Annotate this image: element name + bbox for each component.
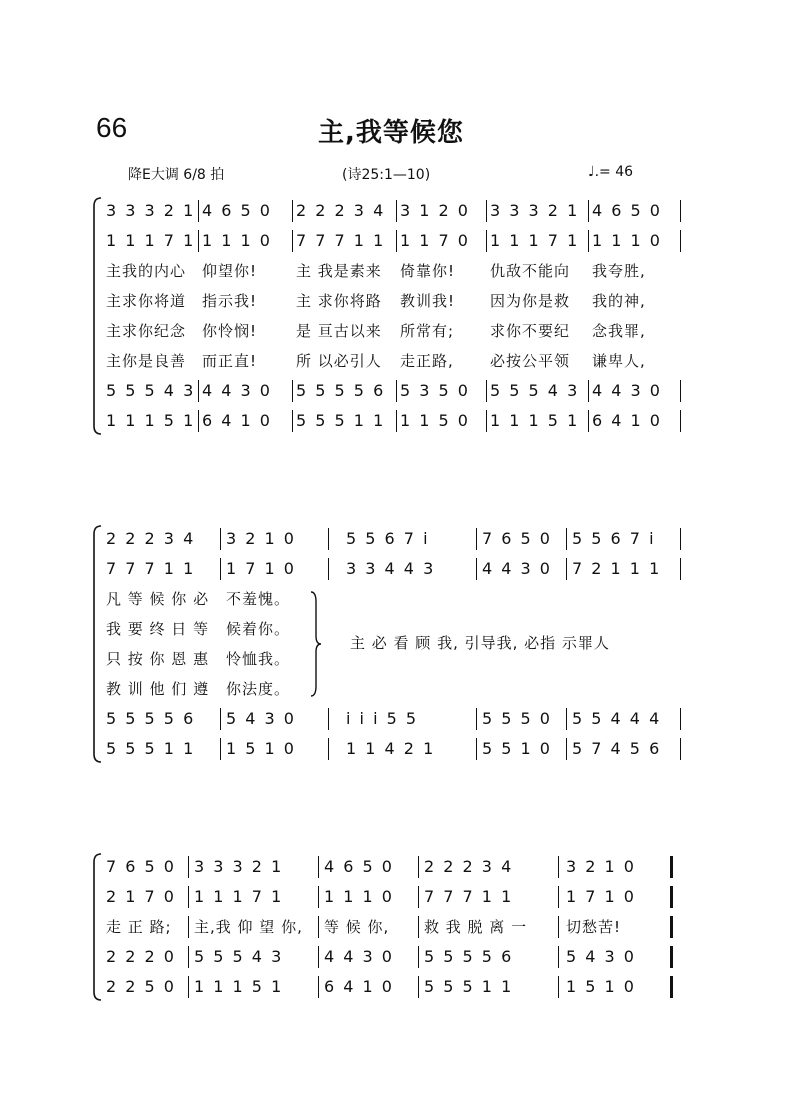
measure-notes: 5 5 5 4 3 (194, 947, 284, 966)
verse-2-row (106, 288, 692, 314)
measure-notes: 7 7 7 1 1 (424, 887, 514, 906)
end-barline (680, 528, 681, 550)
page-title: 主,我等候您 (318, 118, 464, 148)
barline (566, 528, 567, 550)
barline (292, 230, 293, 252)
measure-notes: 1 1 1 0 (592, 231, 662, 250)
measure-notes: 切愁苦! (566, 918, 622, 936)
verse-brace (310, 590, 322, 702)
measure-notes: 1 1 7 0 (400, 231, 470, 250)
measure-notes: 3 3 3 2 1 (106, 201, 196, 220)
verse-3-row (106, 318, 692, 344)
end-barline (670, 856, 673, 878)
lyric-segment: 候着你。 (226, 620, 291, 638)
system-bracket (92, 524, 102, 764)
measure-notes: 5 5 5 5 6 (106, 709, 196, 728)
measure-notes: 6 4 1 0 (592, 411, 662, 430)
measure-notes: 1 1 1 7 1 (194, 887, 284, 906)
barline (198, 200, 199, 222)
measure-notes: 1 1 1 7 1 (490, 231, 580, 250)
measure-notes: 1 1 1 7 1 (106, 231, 196, 250)
measure-notes: 等 候 你, (324, 918, 390, 936)
barline (418, 916, 419, 938)
end-barline (670, 976, 673, 998)
verse-1-row (106, 586, 692, 612)
alto-row (106, 228, 692, 254)
measure-notes: 1 1 1 5 1 (490, 411, 580, 430)
measure-notes: 7 6 5 0 (106, 857, 176, 876)
barline (566, 558, 567, 580)
score-system-2 (92, 524, 692, 774)
lyric-segment: 必按公平领 (490, 352, 571, 370)
measure-notes: 1 1 1 0 (324, 887, 394, 906)
lyric-segment: 我夸胜, (592, 262, 646, 280)
end-barline (680, 558, 681, 580)
lyric-segment: 教训我! (400, 292, 456, 310)
measure-notes: 5 5 6 7 i (346, 529, 430, 548)
lyric-segment: 我 要 终 日 等 (106, 620, 210, 638)
measure-notes: 5 3 5 0 (400, 381, 470, 400)
verse-1-row (106, 258, 692, 284)
measure-notes: 5 5 5 4 3 (106, 381, 196, 400)
end-barline (680, 410, 681, 432)
barline (558, 946, 559, 968)
measure-notes: 4 6 5 0 (202, 201, 272, 220)
end-barline (680, 738, 681, 760)
lyric-segment: 所常有; (400, 322, 455, 340)
barline (486, 230, 487, 252)
lyric-segment: 主求你将道 (106, 292, 187, 310)
barline (588, 410, 589, 432)
measure-notes: 3 2 1 0 (226, 529, 296, 548)
measure-notes: 4 4 3 0 (324, 947, 394, 966)
alto-row (106, 556, 692, 582)
measure-notes: 主,我 仰 望 你, (194, 918, 303, 936)
lyric-segment: 所 以必引人 (296, 352, 382, 370)
barline (198, 230, 199, 252)
measure-notes: 3 2 1 0 (566, 857, 636, 876)
barline (318, 886, 319, 908)
score-system-1 (92, 196, 692, 446)
barline (588, 230, 589, 252)
lyric-segment: 主 求你将路 (296, 292, 382, 310)
measure-notes: 1 7 1 0 (226, 559, 296, 578)
end-barline (680, 380, 681, 402)
barline (588, 200, 589, 222)
measure-notes: 2 2 2 3 4 (106, 529, 196, 548)
measure-notes: 1 1 5 0 (400, 411, 470, 430)
measure-notes: 2 2 5 0 (106, 977, 176, 996)
end-barline (670, 916, 673, 938)
barline (418, 946, 419, 968)
measure-notes: 5 5 5 5 6 (296, 381, 386, 400)
lyric-segment: 只 按 你 恩 惠 (106, 650, 210, 668)
soprano-row (106, 526, 692, 552)
measure-notes: 5 5 5 1 1 (424, 977, 514, 996)
measure-notes: 7 7 7 1 1 (296, 231, 386, 250)
measure-notes: 4 6 5 0 (324, 857, 394, 876)
measure-notes: 5 5 5 4 3 (490, 381, 580, 400)
measure-notes: 救 我 脱 离 一 (424, 918, 528, 936)
measure-notes: 1 1 1 0 (202, 231, 272, 250)
measure-notes: 5 5 5 1 1 (296, 411, 386, 430)
end-barline (680, 200, 681, 222)
barline (318, 976, 319, 998)
tenor-row (106, 378, 692, 404)
measure-notes: 3 3 4 4 3 (346, 559, 436, 578)
barline (188, 886, 189, 908)
barline (318, 856, 319, 878)
lyric-segment: 教 训 他 们 遵 (106, 680, 210, 698)
lyric-segment: 念我罪, (592, 322, 646, 340)
barline (328, 738, 329, 760)
measure-notes: 3 3 3 2 1 (490, 201, 580, 220)
barline (418, 856, 419, 878)
measure-notes: 3 1 2 0 (400, 201, 470, 220)
bass-row (106, 736, 692, 762)
score-system-3 (92, 852, 692, 1012)
barline (558, 916, 559, 938)
measure-notes: 2 2 2 3 4 (296, 201, 386, 220)
barline (292, 200, 293, 222)
end-barline (670, 886, 673, 908)
measure-notes: 7 7 7 1 1 (106, 559, 196, 578)
measure-notes: 5 5 1 0 (482, 739, 552, 758)
measure-notes: 5 5 5 5 6 (424, 947, 514, 966)
barline (220, 528, 221, 550)
barline (198, 410, 199, 432)
lyric-segment: 主 我是素来 (296, 262, 382, 280)
measure-notes: 1 1 1 5 1 (106, 411, 196, 430)
barline (188, 856, 189, 878)
system-bracket (92, 196, 102, 436)
barline (558, 886, 559, 908)
barline (418, 886, 419, 908)
end-barline (680, 230, 681, 252)
measure-notes: 2 2 2 3 4 (424, 857, 514, 876)
lyric-segment: 你怜悯! (202, 322, 258, 340)
lyric-segment: 主求你纪念 (106, 322, 187, 340)
barline (318, 916, 319, 938)
measure-notes: 5 5 5 1 1 (106, 739, 196, 758)
barline (292, 410, 293, 432)
tenor-row (106, 944, 692, 970)
measure-notes: 6 4 1 0 (202, 411, 272, 430)
lyric-segment: 你法度。 (226, 680, 291, 698)
lyric-segment: 主我的内心 (106, 262, 187, 280)
barline (558, 976, 559, 998)
measure-notes: 1 7 1 0 (566, 887, 636, 906)
measure-notes: 2 2 2 0 (106, 947, 176, 966)
barline (318, 946, 319, 968)
barline (292, 380, 293, 402)
tenor-row (106, 706, 692, 732)
lyric-segment: 怜恤我。 (226, 650, 291, 668)
barline (486, 380, 487, 402)
measure-notes: 6 4 1 0 (324, 977, 394, 996)
measure-notes: 1 1 1 5 1 (194, 977, 284, 996)
barline (220, 558, 221, 580)
lyric-segment: 不羞愧。 (226, 590, 291, 608)
measure-notes: 4 4 3 0 (592, 381, 662, 400)
measure-notes: 1 5 1 0 (566, 977, 636, 996)
tempo-marking: ♩.= 46 (588, 164, 634, 180)
measure-notes: 7 6 5 0 (482, 529, 552, 548)
barline (396, 230, 397, 252)
barline (220, 708, 221, 730)
measure-notes: i i i 5 5 (346, 709, 419, 728)
barline (396, 380, 397, 402)
measure-notes: 3 3 3 2 1 (194, 857, 284, 876)
lyric-segment: 主你是良善 (106, 352, 187, 370)
barline (188, 946, 189, 968)
lyric-segment: 是 亘古以来 (296, 322, 382, 340)
barline (198, 380, 199, 402)
measure-notes: 5 4 3 0 (226, 709, 296, 728)
measure-notes: 走 正 路; (106, 918, 172, 936)
soprano-row (106, 854, 692, 880)
bass-row (106, 974, 692, 1000)
barline (558, 856, 559, 878)
soprano-row (106, 198, 692, 224)
measure-notes: 5 7 4 5 6 (572, 739, 662, 758)
system-bracket (92, 852, 102, 1002)
barline (188, 916, 189, 938)
barline (486, 410, 487, 432)
measure-notes: 5 5 6 7 i (572, 529, 656, 548)
measure-notes: 4 4 3 0 (482, 559, 552, 578)
barline (476, 708, 477, 730)
measure-notes: 1 5 1 0 (226, 739, 296, 758)
barline (396, 200, 397, 222)
lyric-segment: 仇敌不能向 (490, 262, 571, 280)
scripture-reference: (诗25:1—10) (342, 167, 431, 183)
barline (476, 528, 477, 550)
lyric-segment: 凡 等 候 你 必 (106, 590, 210, 608)
lyric-segment: 指示我! (202, 292, 258, 310)
measure-notes: 1 1 4 2 1 (346, 739, 436, 758)
end-barline (680, 708, 681, 730)
measure-notes: 2 1 7 0 (106, 887, 176, 906)
barline (328, 528, 329, 550)
bass-row (106, 408, 692, 434)
lyric-segment: 倚靠你! (400, 262, 456, 280)
lyric-segment: 因为你是救 (490, 292, 571, 310)
lyric-segment: 求你不要纪 (490, 322, 571, 340)
barline (418, 976, 419, 998)
key-signature: 降E大调 6/8 拍 (128, 167, 225, 183)
barline (476, 738, 477, 760)
measure-notes: 4 4 3 0 (202, 381, 272, 400)
page-number: 66 (96, 112, 128, 143)
barline (486, 200, 487, 222)
end-barline (670, 946, 673, 968)
refrain-lyric: 主 必 看 顾 我, 引导我, 必指 示罪人 (350, 634, 610, 652)
lyric-row (106, 914, 692, 940)
measure-notes: 5 5 5 0 (482, 709, 552, 728)
measure-notes: 5 4 3 0 (566, 947, 636, 966)
lyric-segment: 走正路, (400, 352, 454, 370)
lyric-segment: 仰望你! (202, 262, 258, 280)
barline (328, 708, 329, 730)
lyric-segment: 而正直! (202, 352, 258, 370)
barline (220, 738, 221, 760)
barline (188, 976, 189, 998)
lyric-segment: 我的神, (592, 292, 646, 310)
measure-notes: 5 5 4 4 4 (572, 709, 662, 728)
lyric-segment: 谦卑人, (592, 352, 646, 370)
barline (566, 738, 567, 760)
verse-4-row (106, 348, 692, 374)
barline (476, 558, 477, 580)
measure-notes: 7 2 1 1 1 (572, 559, 662, 578)
alto-row (106, 884, 692, 910)
barline (396, 410, 397, 432)
barline (328, 558, 329, 580)
measure-notes: 4 6 5 0 (592, 201, 662, 220)
verse-4-row (106, 676, 692, 702)
barline (566, 708, 567, 730)
barline (588, 380, 589, 402)
